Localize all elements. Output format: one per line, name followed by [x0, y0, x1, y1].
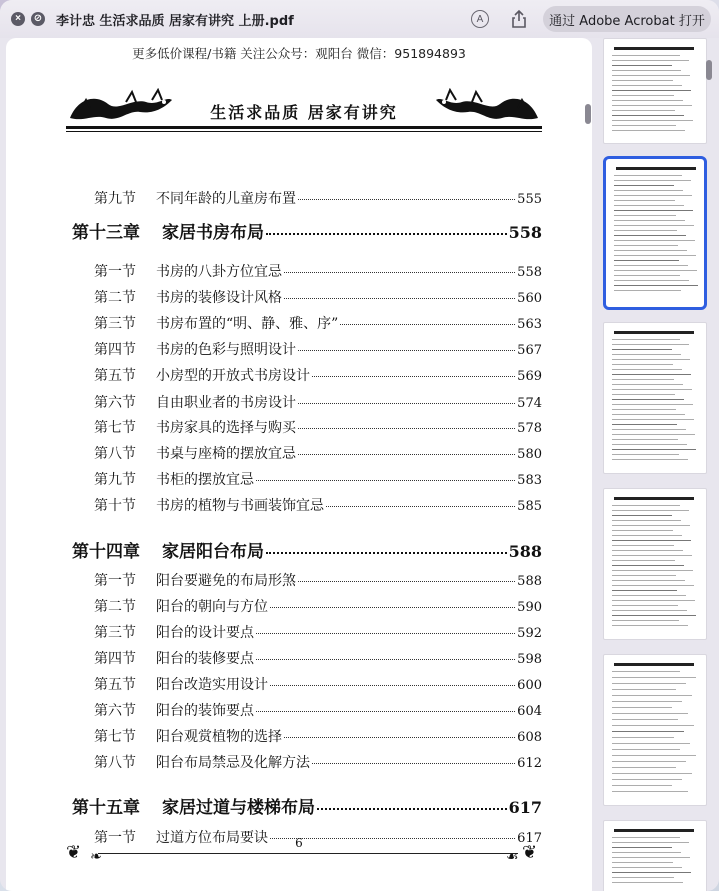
- thumbnail-text-line: [614, 245, 678, 246]
- toc-entry-title: 自由职业者的书房设计: [156, 395, 296, 411]
- toc-entry-title: 书柜的摆放宜忌: [156, 472, 254, 488]
- thumbnail-text-line: [612, 444, 687, 445]
- toc-entry-number: 第八节: [94, 446, 136, 462]
- toc-entry-page: 567: [517, 343, 542, 358]
- thumbnail-text-line: [612, 749, 680, 750]
- thumbnail-text-line: [612, 610, 687, 611]
- toc-entry-page: 617: [517, 831, 542, 846]
- thumbnail-text-line: [612, 852, 681, 853]
- thumbnail-text-line: [612, 60, 689, 61]
- thumbnail-text-line: [612, 55, 680, 56]
- thumbnail-text-line: [614, 225, 694, 226]
- thumbnail-text-line: [612, 454, 679, 455]
- toc-entry-title: 书房的装修设计风格: [156, 290, 282, 306]
- page-scrollbar-thumb[interactable]: [585, 104, 591, 124]
- toc-section-row[interactable]: [66, 287, 542, 307]
- toc-dot-leader: [256, 633, 515, 634]
- toc-dot-leader: [284, 737, 515, 738]
- leaf-ornament-icon: ❧: [90, 848, 102, 864]
- thumbnail-text-line: [614, 215, 676, 216]
- title-bar: [0, 0, 719, 38]
- toc-entry-number: 第九节: [94, 191, 136, 207]
- toc-entry-title: 书房的色彩与照明设计: [156, 342, 296, 358]
- toc-section-row[interactable]: [66, 726, 542, 746]
- thumbnail-text-line: [612, 842, 689, 843]
- toc-entry-page: 604: [517, 704, 542, 719]
- toc-entry-title: 阳台的设计要点: [156, 625, 254, 641]
- thumbnail-text-line: [612, 100, 683, 101]
- thumbnail-text-line: [612, 565, 684, 566]
- page-thumbnail[interactable]: [603, 820, 707, 891]
- toc-section-row[interactable]: [66, 596, 542, 616]
- thumbnail-text-line: [612, 364, 673, 365]
- thumbnail-text-line: [612, 369, 682, 370]
- toc-dot-leader: [266, 233, 507, 235]
- page-thumbnail-selected[interactable]: [603, 156, 707, 310]
- toc-entry-page: 578: [517, 421, 542, 436]
- toc-entry-title: 书桌与座椅的摆放宜忌: [156, 446, 296, 462]
- toc-entry-number: 第一节: [94, 573, 136, 589]
- page-header: [66, 90, 542, 128]
- toc-section-row[interactable]: [66, 570, 542, 590]
- thumbnail-text-line: [612, 399, 684, 400]
- toc-entry-page: 583: [517, 473, 542, 488]
- toc-entry-page: 592: [517, 626, 542, 641]
- promo-line: 更多低价课程/书籍 关注公众号：观阳台 微信：951894893: [132, 46, 466, 61]
- thumbnail-text-line: [612, 605, 678, 606]
- toc-section-row[interactable]: [66, 261, 542, 281]
- toc-section-row[interactable]: [66, 392, 542, 412]
- thumbnail-text-line: [612, 785, 672, 786]
- thumbnail-text-line: [614, 240, 695, 241]
- toc-dot-leader: [256, 711, 515, 712]
- toc-entry-title: 家居书房布局: [162, 223, 264, 243]
- toc-section-row[interactable]: [66, 339, 542, 359]
- thumbnail-text-line: [612, 580, 685, 581]
- thumbnail-text-line: [612, 847, 672, 848]
- thumbnail-text-line: [612, 379, 674, 380]
- thumbnail-text-line: [614, 265, 688, 266]
- footer-rule: [98, 853, 518, 854]
- thumbnail-text-line: [614, 270, 697, 271]
- thumbnail-header-rule: [616, 167, 696, 170]
- thumbnail-text-line: [612, 595, 686, 596]
- thumbnail-text-line: [614, 220, 685, 221]
- toc-dot-leader: [256, 480, 515, 481]
- toc-section-row[interactable]: [66, 417, 542, 437]
- page-thumbnail[interactable]: [603, 38, 707, 144]
- toc-entry-page: 590: [517, 600, 542, 615]
- toc-entry-page: 555: [517, 192, 542, 207]
- thumbnail-header-rule: [614, 331, 694, 334]
- open-in-acrobat-button[interactable]: 通过 Adobe Acrobat 打开: [543, 6, 711, 32]
- toc-dot-leader: [340, 324, 515, 325]
- toc-entry-page: 580: [517, 447, 542, 462]
- toc-entry-title: 阳台布局禁忌及化解方法: [156, 755, 310, 771]
- thumbnail-text-line: [612, 65, 672, 66]
- thumbnail-text-line: [612, 761, 686, 762]
- thumbnail-text-line: [612, 767, 676, 768]
- thumbnail-header-rule: [614, 47, 694, 50]
- toc-entry-page: 608: [517, 730, 542, 745]
- toc-entry-title: 书房家具的选择与购买: [156, 420, 296, 436]
- thumbnail-text-line: [614, 175, 682, 176]
- toc-section-row[interactable]: [66, 752, 542, 772]
- thumbnail-text-line: [612, 737, 674, 738]
- thumbnail-text-line: [612, 414, 685, 415]
- page-thumbnail[interactable]: [603, 322, 707, 474]
- thumbnail-text-line: [614, 290, 681, 291]
- toc-entry-number: 第八节: [94, 755, 136, 771]
- toc-entry-number: 第三节: [94, 625, 136, 641]
- toc-dot-leader: [284, 272, 515, 273]
- thumbnail-text-line: [614, 285, 698, 286]
- page-number: 6: [295, 836, 303, 850]
- toc-section-row[interactable]: [66, 313, 542, 333]
- toc-entry-number: 第六节: [94, 703, 136, 719]
- thumbnail-text-line: [614, 185, 674, 186]
- thumbnail-text-line: [612, 585, 694, 586]
- thumbnail-text-line: [612, 877, 674, 878]
- toc-entry-number: 第五节: [94, 368, 136, 384]
- thumbnail-text-line: [614, 180, 691, 181]
- thumbnail-text-line: [612, 95, 674, 96]
- thumbnail-text-line: [614, 195, 692, 196]
- toc-entry-page: 612: [517, 756, 542, 771]
- leaf-ornament-icon: ❦: [66, 842, 82, 862]
- thumbnail-text-line: [612, 459, 688, 460]
- thumbnail-text-line: [612, 85, 682, 86]
- toc-dot-leader: [312, 376, 515, 377]
- toc-dot-leader: [284, 298, 515, 299]
- thumbnail-header-rule: [614, 663, 694, 666]
- thumbnail-text-line: [612, 535, 682, 536]
- thumbnail-text-line: [612, 130, 685, 131]
- toc-section-row[interactable]: [66, 700, 542, 720]
- thumbnail-text-line: [612, 90, 691, 91]
- thumbnail-text-line: [612, 120, 693, 121]
- thumbnail-text-line: [612, 429, 686, 430]
- markup-icon[interactable]: A: [471, 10, 489, 28]
- toc-section-row[interactable]: [66, 469, 542, 489]
- leaf-ornament-icon: ☙: [506, 848, 519, 864]
- toc-entry-page: 574: [517, 396, 542, 411]
- toc-entry-page: 598: [517, 652, 542, 667]
- thumbnail-text-line: [612, 872, 691, 873]
- toc-section-row[interactable]: [66, 622, 542, 642]
- thumbnail-text-line: [612, 505, 680, 506]
- thumbnail-text-line: [612, 349, 672, 350]
- thumbnail-text-line: [612, 862, 673, 863]
- thumbnail-text-line: [612, 555, 692, 556]
- toc-entry-page: 588: [517, 574, 542, 589]
- toc-dot-leader: [326, 506, 515, 507]
- thumbnail-text-line: [612, 695, 692, 696]
- toc-dot-leader: [256, 659, 515, 660]
- thumbnail-text-line: [612, 867, 682, 868]
- toc-entry-title: 小房型的开放式书房设计: [156, 368, 310, 384]
- document-title: 李计忠 生活求品质 居家有讲究 上册.pdf: [56, 14, 294, 29]
- toc-entry-page: 558: [517, 265, 542, 280]
- toc-entry-number: 第七节: [94, 420, 136, 436]
- toc-chapter-row[interactable]: [66, 218, 542, 243]
- toc-entry-page: 585: [517, 499, 542, 514]
- toc-entry-title: 家居阳台布局: [162, 542, 264, 562]
- thumbnail-text-line: [612, 525, 690, 526]
- toc-entry-number: 第六节: [94, 395, 136, 411]
- thumbnail-text-line: [614, 255, 696, 256]
- toc-chapter-row[interactable]: [66, 793, 542, 818]
- toc-entry-title: 阳台要避免的布局形煞: [156, 573, 296, 589]
- toc-section-row[interactable]: [66, 648, 542, 668]
- share-icon[interactable]: [510, 9, 528, 29]
- thumbnail-text-line: [612, 344, 689, 345]
- thumbnail-text-line: [612, 540, 691, 541]
- thumbnail-text-line: [612, 560, 675, 561]
- thumbnail-text-line: [612, 110, 675, 111]
- header-rule: [66, 126, 542, 129]
- toc-entry-title: 阳台的装修要点: [156, 651, 254, 667]
- toc-chapter-row[interactable]: [66, 537, 542, 562]
- toc-entry-page: 560: [517, 291, 542, 306]
- toc-entry-page: 563: [517, 317, 542, 332]
- toc-entry-title: 书房的八卦方位宜忌: [156, 264, 282, 280]
- thumbnail-text-line: [612, 620, 679, 621]
- page-scrollbar[interactable]: [581, 100, 591, 860]
- thumbnail-text-line: [612, 530, 673, 531]
- thumbnail-text-line: [614, 200, 675, 201]
- thumbnail-text-line: [612, 80, 673, 81]
- toc-entry-number: 第五节: [94, 677, 136, 693]
- thumbnail-text-line: [612, 779, 682, 780]
- toc-entry-number: 第四节: [94, 342, 136, 358]
- thumbnail-text-line: [612, 615, 696, 616]
- toc-dot-leader: [312, 763, 515, 764]
- thumbnail-text-line: [612, 510, 689, 511]
- toc-entry-number: 第一节: [94, 264, 136, 280]
- thumbnail-text-line: [612, 75, 690, 76]
- thumbnail-header-rule: [614, 497, 694, 500]
- toc-dot-leader: [298, 428, 515, 429]
- thumbnail-text-line: [612, 719, 678, 720]
- thumbnail-text-line: [612, 713, 688, 714]
- thumbnail-text-line: [614, 275, 680, 276]
- thumbnail-text-line: [612, 857, 690, 858]
- thumbnail-text-line: [612, 550, 683, 551]
- toc-entry-page: 558: [508, 223, 542, 242]
- toc-entry-number: 第二节: [94, 599, 136, 615]
- toc-section-row[interactable]: [66, 188, 542, 208]
- thumbnail-text-line: [614, 190, 683, 191]
- toc-entry-page: 569: [517, 369, 542, 384]
- toc-entry-title: 不同年龄的儿童房布置: [156, 191, 296, 207]
- thumbnail-text-line: [612, 837, 680, 838]
- thumbnail-text-line: [612, 409, 676, 410]
- toc-dot-leader: [298, 199, 515, 200]
- toc-dot-leader: [317, 808, 507, 810]
- toc-entry-title: 阳台改造实用设计: [156, 677, 268, 693]
- thumbnail-text-line: [612, 374, 691, 375]
- thumbnail-text-line: [612, 389, 692, 390]
- toc-dot-leader: [298, 403, 515, 404]
- thumbnail-text-line: [614, 260, 679, 261]
- page-thumbnail[interactable]: [603, 654, 707, 806]
- header-rule-thin: [66, 131, 542, 132]
- thumbnail-text-line: [612, 773, 692, 774]
- toc-entry-number: 第三节: [94, 316, 136, 332]
- thumbnail-text-line: [612, 689, 676, 690]
- toc-entry-number: 第十节: [94, 498, 136, 514]
- toc-entry-number: 第十三章: [72, 223, 140, 243]
- thumbnail-text-line: [612, 105, 692, 106]
- toc-dot-leader: [298, 350, 515, 351]
- toc-dot-leader: [298, 454, 515, 455]
- thumbnail-text-line: [612, 707, 672, 708]
- thumbnail-text-line: [612, 384, 683, 385]
- toc-entry-number: 第四节: [94, 651, 136, 667]
- thumbnail-sidebar[interactable]: [598, 38, 719, 891]
- thumbnail-text-line: [612, 743, 690, 744]
- thumbnail-text-line: [612, 359, 690, 360]
- toc-section-row[interactable]: [66, 674, 542, 694]
- thumbnail-text-line: [614, 205, 684, 206]
- thumbnail-text-line: [612, 394, 675, 395]
- toc-entry-number: 第七节: [94, 729, 136, 745]
- thumbnail-text-line: [612, 424, 677, 425]
- thumbnail-text-line: [612, 354, 681, 355]
- toc-entry-page: 600: [517, 678, 542, 693]
- header-title: 生活求品质 居家有讲究: [210, 103, 398, 122]
- toc-dot-leader: [270, 685, 515, 686]
- toc-section-row[interactable]: [66, 495, 542, 515]
- thumbnail-text-line: [612, 434, 695, 435]
- toc-section-row[interactable]: [66, 365, 542, 385]
- toc-entry-number: 第十四章: [72, 542, 140, 562]
- thumbnail-text-line: [612, 625, 688, 626]
- thumbnail-text-line: [612, 125, 676, 126]
- thumbnail-text-line: [612, 115, 684, 116]
- toc-dot-leader: [270, 607, 515, 608]
- page-thumbnail[interactable]: [603, 488, 707, 640]
- toc-entry-title: 家居过道与楼梯布局: [162, 798, 315, 818]
- toc-entry-title: 过道方位布局要诀: [156, 830, 268, 846]
- leaf-ornament-icon: ❦: [522, 842, 538, 862]
- toc-entry-title: 阳台的朝向与方位: [156, 599, 268, 615]
- thumbnail-text-line: [612, 677, 696, 678]
- thumbnail-text-line: [612, 520, 681, 521]
- toc-dot-leader: [298, 581, 515, 582]
- thumbnail-text-line: [612, 590, 677, 591]
- thumbnail-text-line: [612, 701, 682, 702]
- toc-entry-title: 阳台观赏植物的选择: [156, 729, 282, 745]
- thumbnail-text-line: [612, 725, 694, 726]
- thumbnail-text-line: [612, 683, 686, 684]
- thumbnail-text-line: [612, 600, 695, 601]
- toc-entry-number: 第十五章: [72, 798, 140, 818]
- thumbnail-text-line: [612, 882, 683, 883]
- toc-section-row[interactable]: [66, 443, 542, 463]
- thumbnail-scrollbar-thumb[interactable]: [706, 60, 712, 80]
- thumbnail-text-line: [614, 280, 689, 281]
- thumbnail-text-line: [612, 70, 681, 71]
- thumbnail-text-line: [612, 419, 694, 420]
- thumbnail-text-line: [612, 791, 688, 792]
- hide-window-button[interactable]: ⊘: [31, 12, 45, 26]
- thumbnail-text-line: [614, 250, 687, 251]
- toc-entry-page: 588: [508, 542, 542, 561]
- thumbnail-text-line: [612, 731, 684, 732]
- toc-entry-number: 第九节: [94, 472, 136, 488]
- toc-entry-title: 书房的植物与书画装饰宜忌: [156, 498, 324, 514]
- thumbnail-header-rule: [614, 829, 694, 832]
- thumbnail-text-line: [612, 439, 678, 440]
- thumbnail-text-line: [612, 515, 672, 516]
- thumbnail-text-line: [614, 210, 693, 211]
- toc-entry-title: 阳台的装饰要点: [156, 703, 254, 719]
- toc-entry-number: 第一节: [94, 830, 136, 846]
- close-window-button[interactable]: ×: [11, 12, 25, 26]
- thumbnail-text-line: [612, 755, 696, 756]
- thumbnail-text-line: [612, 570, 693, 571]
- thumbnail-text-line: [612, 545, 674, 546]
- toc-entry-number: 第二节: [94, 290, 136, 306]
- thumbnail-text-line: [614, 235, 686, 236]
- thumbnail-text-line: [614, 230, 677, 231]
- toc-dot-leader: [266, 552, 507, 554]
- thumbnail-text-line: [612, 575, 676, 576]
- thumbnail-text-line: [612, 671, 680, 672]
- toc-entry-page: 617: [508, 798, 542, 817]
- toc-entry-title: 书房布置的“明、静、雅、序”: [156, 316, 339, 332]
- document-page-view[interactable]: [6, 38, 592, 891]
- thumbnail-text-line: [612, 404, 693, 405]
- thumbnail-text-line: [612, 339, 680, 340]
- thumbnail-text-line: [612, 449, 696, 450]
